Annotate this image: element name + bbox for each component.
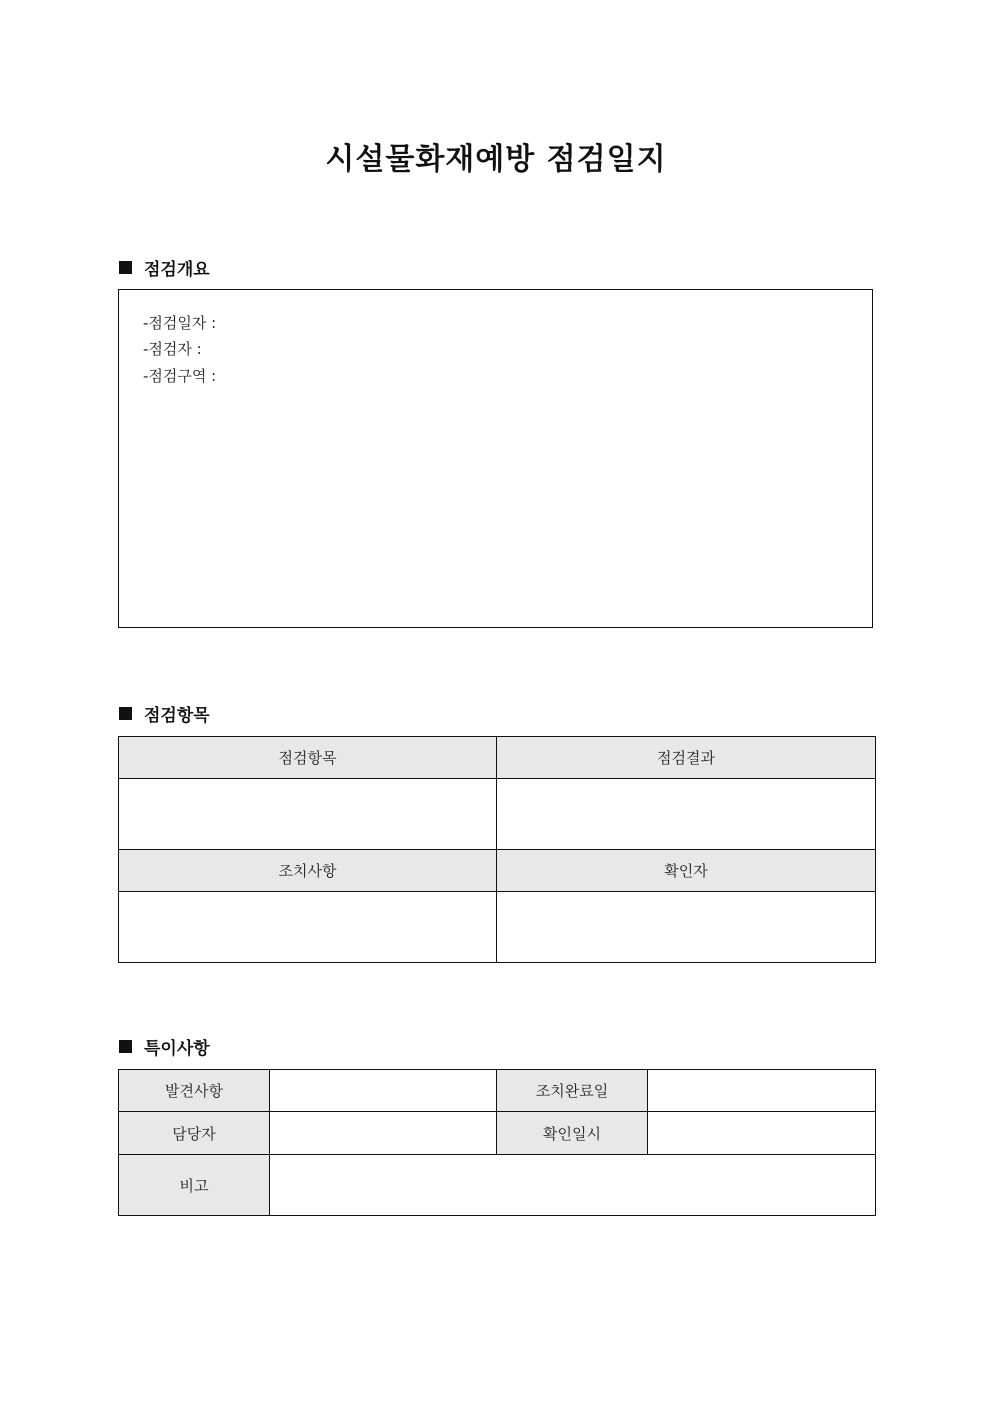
section-heading-overview <box>119 255 210 280</box>
label-remarks: 비고 <box>119 1155 270 1216</box>
section-heading-label: 점검개요 <box>144 260 210 280</box>
header-inspection-result: 점검결과 <box>497 737 876 779</box>
header-action-taken: 조치사항 <box>119 850 497 892</box>
inspection-area-field[interactable]: -점검구역 : <box>143 367 217 385</box>
document-title: 시설물화재예방 점검일지 <box>325 142 667 177</box>
section-heading-notes <box>119 1034 210 1059</box>
label-confirmation-datetime: 확인일시 <box>497 1112 648 1155</box>
header-confirmer: 확인자 <box>497 850 876 892</box>
header-inspection-item: 점검항목 <box>119 737 497 779</box>
section-heading-label: 점검항목 <box>144 706 210 726</box>
inspection-item-cell[interactable] <box>119 779 497 850</box>
inspector-field[interactable]: -점검자 : <box>143 340 202 358</box>
section-heading-label: 특이사항 <box>144 1039 210 1059</box>
action-taken-cell[interactable] <box>119 892 497 963</box>
action-completion-date-cell[interactable] <box>648 1070 876 1112</box>
overview-box[interactable] <box>118 289 873 628</box>
notes-table <box>118 1069 876 1216</box>
square-bullet-icon <box>119 1040 132 1053</box>
section-heading-items <box>119 701 210 726</box>
person-in-charge-cell[interactable] <box>270 1112 497 1155</box>
remarks-cell[interactable] <box>270 1155 876 1216</box>
confirmer-cell[interactable] <box>497 892 876 963</box>
square-bullet-icon <box>119 707 132 720</box>
square-bullet-icon <box>119 261 132 274</box>
label-action-completion-date: 조치완료일 <box>497 1070 648 1112</box>
inspection-date-field[interactable]: -점검일자 : <box>143 314 217 332</box>
label-person-in-charge: 담당자 <box>119 1112 270 1155</box>
findings-cell[interactable] <box>270 1070 497 1112</box>
label-findings: 발견사항 <box>119 1070 270 1112</box>
inspection-result-cell[interactable] <box>497 779 876 850</box>
inspection-items-table <box>118 736 876 963</box>
confirmation-datetime-cell[interactable] <box>648 1112 876 1155</box>
